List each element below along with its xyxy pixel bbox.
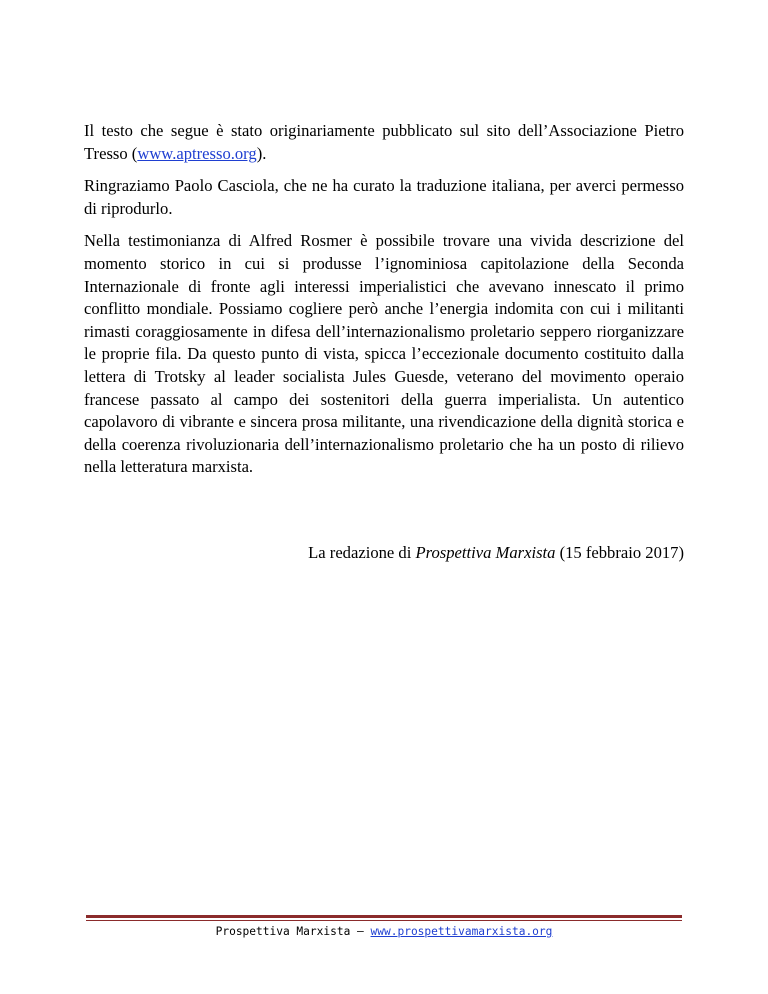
intro-paragraph-1 — [84, 120, 684, 165]
intro-paragraph-1-text: Il testo che segue è stato originariamente pubblicato sul sito dell’Associazione Pietro Tresso ( — [84, 121, 684, 163]
editorial-signature — [84, 542, 684, 565]
signature-prefix: La redazione di — [308, 543, 416, 562]
aptresso-link[interactable]: www.aptresso.org — [137, 143, 257, 163]
intro-paragraph-1-end: ). — [256, 143, 267, 163]
footer-website-link[interactable]: www.prospettivamarxista.org — [370, 925, 553, 938]
intro-paragraph-2: Ringraziamo Paolo Casciola, che ne ha curato la traduzione italiana, per averci permesso di riprodurlo. — [84, 176, 684, 218]
footer-text: Prospettiva Marxista – — [215, 925, 371, 938]
intro-paragraph-3: Nella testimonianza di Alfred Rosmer è possibile trovare una vivida descrizione del momento storico in cui si produsse l’ignominiosa capitolazione della Seconda Internazionale di fronte agli interessi imperialistici che avevano innescato il primo conflitto mondiale. Possiamo cogliere però anche l’energia indomita con cui i militanti rimasti coraggiosamente in difesa dell’internazionalismo proletario seppero riorganizzare le proprie fila. Da questo punto di vista, spicca l’eccezionale documento costituito dalla lettera di Trotsky al leader socialista Jules Guesde, veterano del movimento operaio francese passato al campo dei sostenitori della guerra imperialista. Un autentico capolavoro di vibrante e sincera prosa militante, una rivendicazione della dignità storica e della coerenza rivoluzionaria dell’internazionalismo proletario che ha un posto di rilievo nella letteratura marxista. — [84, 231, 684, 477]
signature-publication: Prospettiva Marxista — [415, 543, 556, 562]
page-footer — [84, 925, 684, 939]
intro-text — [84, 120, 684, 489]
signature-date: (15 febbraio 2017) — [555, 543, 684, 562]
footer-divider-thin — [86, 920, 682, 921]
footer-divider-thick — [86, 915, 682, 918]
